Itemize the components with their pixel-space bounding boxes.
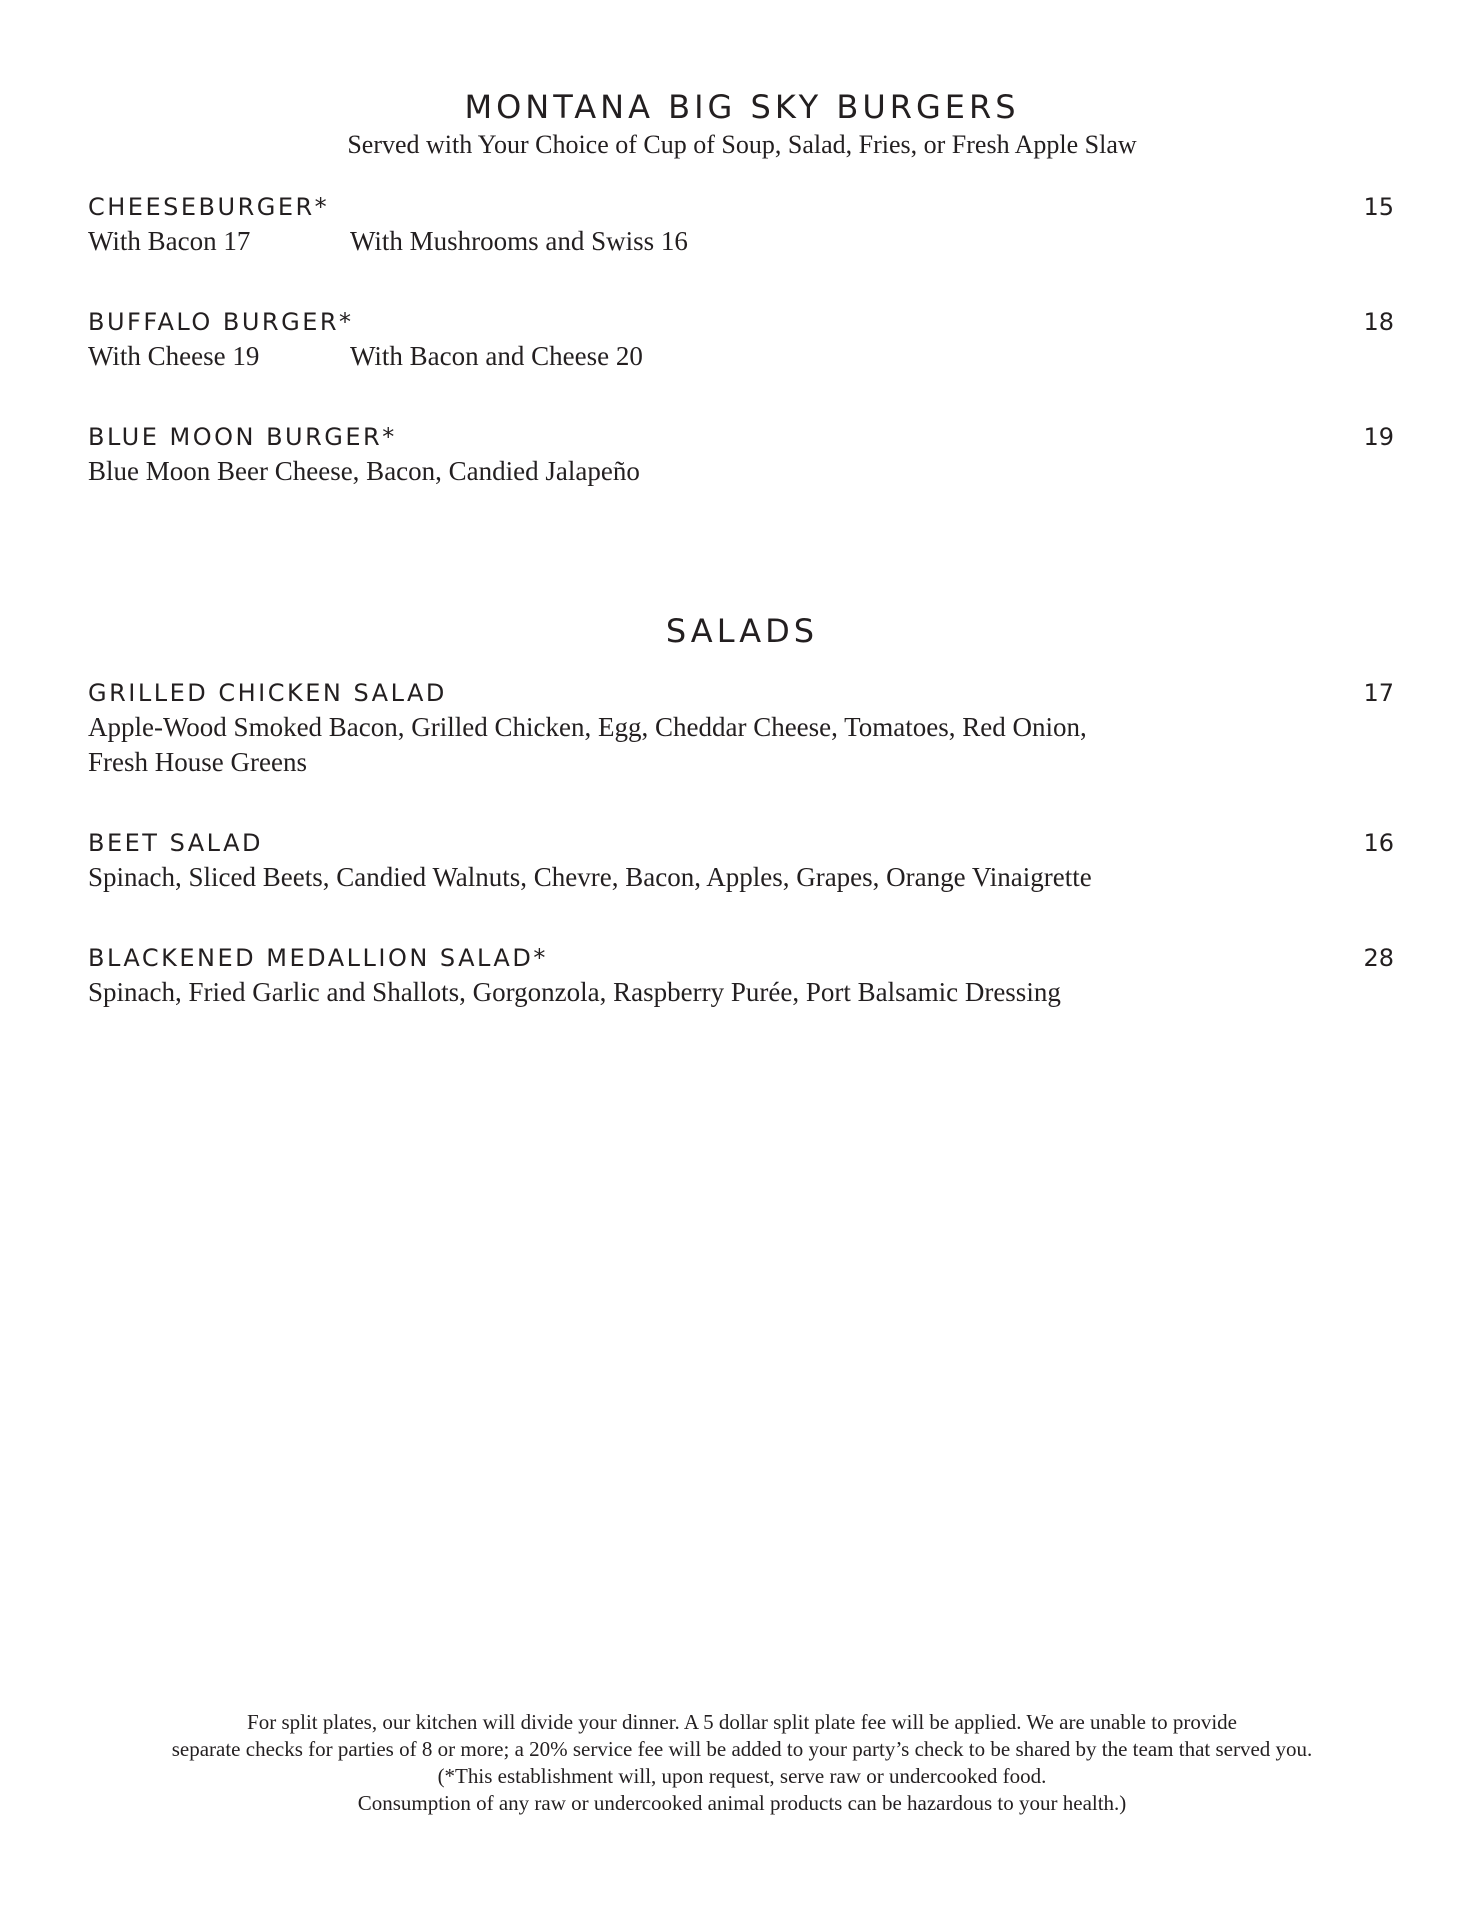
item-price: 16 bbox=[1363, 829, 1394, 857]
item-option: With Mushrooms and Swiss 16 bbox=[350, 226, 688, 256]
item-name: BEET SALAD bbox=[88, 829, 263, 857]
item-description-line: Apple-Wood Smoked Bacon, Grilled Chicken, Egg, Cheddar Cheese, Tomatoes, Red Onion, bbox=[88, 712, 1087, 742]
item-price: 28 bbox=[1363, 944, 1394, 972]
item-price: 17 bbox=[1363, 679, 1394, 707]
item-name: BUFFALO BURGER* bbox=[88, 308, 354, 336]
burgers-section-title: MONTANA BIG SKY BURGERS bbox=[464, 88, 1020, 126]
item-name: CHEESEBURGER* bbox=[88, 193, 330, 221]
menu-item-buffalo-burger bbox=[88, 305, 1394, 374]
menu-footer-notice bbox=[0, 1709, 1484, 1817]
item-option: With Bacon 17 bbox=[88, 226, 251, 256]
menu-item-cheeseburger bbox=[88, 190, 1394, 259]
menu-item-blackened-medallion-salad bbox=[88, 941, 1394, 1010]
item-description: Spinach, Sliced Beets, Candied Walnuts, Chevre, Bacon, Apples, Grapes, Orange Vinaigrette bbox=[88, 862, 1092, 892]
footer-line: (*This establishment will, upon request, serve raw or undercooked food. bbox=[437, 1764, 1047, 1788]
item-options bbox=[88, 339, 1394, 374]
item-description: Blue Moon Beer Cheese, Bacon, Candied Jalapeño bbox=[88, 456, 640, 486]
item-option: With Cheese 19 bbox=[88, 341, 260, 371]
salads-section-title: SALADS bbox=[665, 612, 819, 650]
item-name: GRILLED CHICKEN SALAD bbox=[88, 679, 447, 707]
footer-line: For split plates, our kitchen will divide your dinner. A 5 dollar split plate fee will be applied. We are unable to provide bbox=[247, 1710, 1237, 1734]
menu-item-grilled-chicken-salad bbox=[88, 676, 1394, 780]
item-price: 19 bbox=[1363, 423, 1394, 451]
item-price: 18 bbox=[1363, 308, 1394, 336]
item-options bbox=[88, 224, 1394, 259]
footer-line: Consumption of any raw or undercooked animal products can be hazardous to your health.) bbox=[357, 1791, 1127, 1815]
burgers-section-subtitle: Served with Your Choice of Cup of Soup, Salad, Fries, or Fresh Apple Slaw bbox=[347, 130, 1137, 159]
item-description-line: Fresh House Greens bbox=[88, 747, 307, 777]
footer-line: separate checks for parties of 8 or more; a 20% service fee will be added to your party’s check to be shared by the team that served you. bbox=[171, 1737, 1313, 1761]
item-name: BLUE MOON BURGER* bbox=[88, 423, 397, 451]
item-option: With Bacon and Cheese 20 bbox=[350, 341, 643, 371]
item-price: 15 bbox=[1363, 193, 1394, 221]
item-description: Spinach, Fried Garlic and Shallots, Gorgonzola, Raspberry Purée, Port Balsamic Dressing bbox=[88, 977, 1061, 1007]
menu-item-beet-salad bbox=[88, 826, 1394, 895]
menu-item-blue-moon-burger bbox=[88, 420, 1394, 489]
item-name: BLACKENED MEDALLION SALAD* bbox=[88, 944, 548, 972]
